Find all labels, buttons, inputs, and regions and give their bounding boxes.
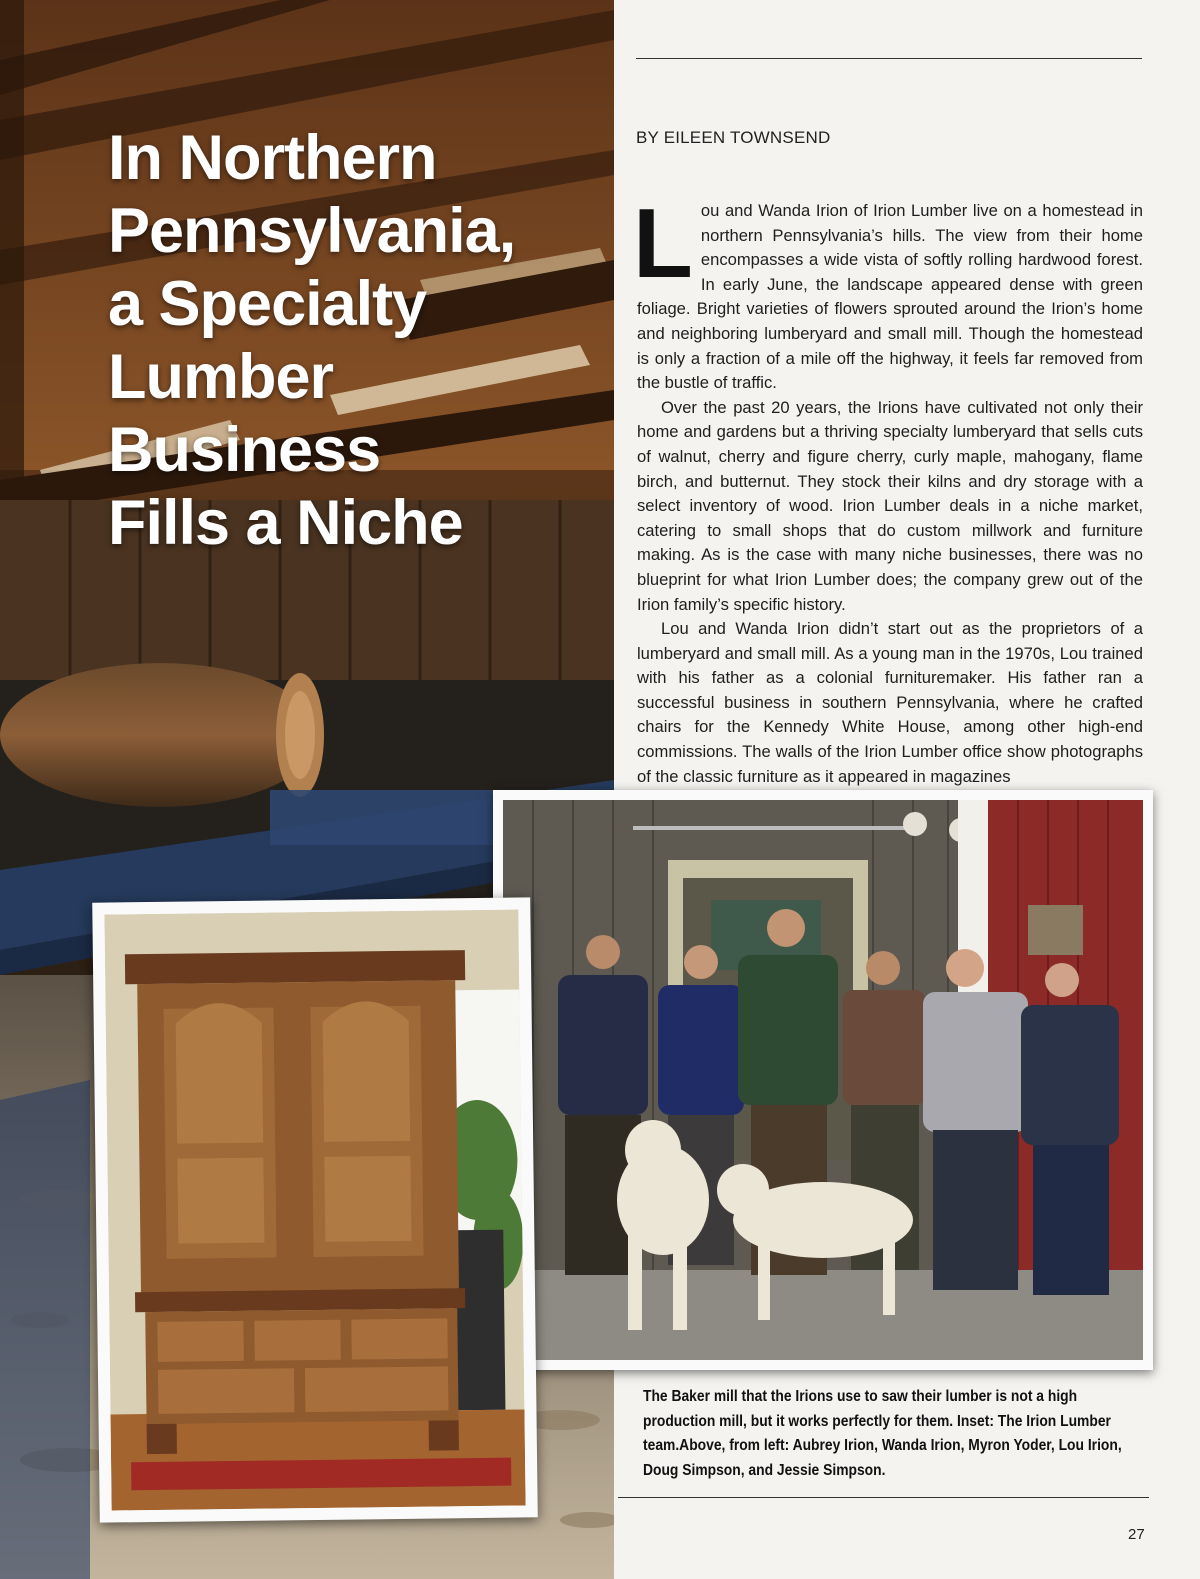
drop-cap: L: [633, 188, 693, 298]
article-headline: [108, 122, 588, 560]
headline-line-5: Business: [108, 415, 381, 485]
headline-line-6: Fills a Niche: [108, 488, 463, 558]
team-photo-art: [503, 800, 1143, 1360]
article-paragraph-3: Lou and Wanda Irion didn’t start out as the proprietors of a lumberyard and small mill. As a young man in the 1970s, Lou trained with his father as a colonial furnituremaker. His father ran a successful business in southern Pennsylvania, where he crafted chairs for the Kennedy White House, among other high-end commissions. The walls of the Irion Lumber office show photographs of the classic furniture as it appeared in magazines: [637, 619, 1143, 786]
headline-line-3: a Specialty: [108, 269, 427, 339]
headline-line-4: Lumber: [108, 342, 334, 412]
top-divider: [636, 58, 1142, 59]
page-number: 27: [1128, 1526, 1145, 1543]
team-photo: [493, 790, 1153, 1370]
headline-line-2: Pennsylvania,: [108, 196, 516, 266]
article-body: [633, 188, 1143, 789]
byline: BY EILEEN TOWNSEND: [636, 128, 831, 147]
article-paragraph-2: Over the past 20 years, the Irions have cultivated not only their home and gardens but a thriving specialty lumberyard that sells cuts of walnut, cherry and figure cherry, curly maple, mahogany, flame birch, and butternut. They stock their kilns and dry storage with a select inventory of wood. Irion Lumber deals in a niche market, catering to small shops that do custom millwork and furniture making. As is the case with many niche businesses, there was no blueprint for what Irion Lumber does; the company grew out of the Irion family’s specific history.: [637, 397, 1143, 614]
bottom-divider: [618, 1497, 1149, 1498]
cabinet-photo: [92, 897, 538, 1522]
article-paragraph-1: [633, 188, 1143, 396]
photo-caption: The Baker mill that the Irions use to saw their lumber is not a high production mill, but it works perfectly for them. Inset: The Irion Lumber team.Above, from left: Aubrey Irion, Wanda Irion, Myron Yoder, Lou Irion, Doug Simpson, and Jessie Simpson.: [643, 1388, 1122, 1479]
article-paragraph-1-text: ou and Wanda Irion of Irion Lumber live on a homestead in northern Pennsylvania’s hills. The view from their home encompasses a wide vista of softly rolling hardwood forest. In early June, the landscape appeared dense with green foliage. Bright varieties of flowers sprouted around the Irion’s home and neighboring lumberyard and small mill. Though the homestead is only a fraction of a mile off the highway, it feels far removed from the bustle of traffic.: [637, 201, 1143, 393]
cabinet-photo-art: [104, 909, 525, 1510]
headline-line-1: In Northern: [108, 123, 437, 193]
